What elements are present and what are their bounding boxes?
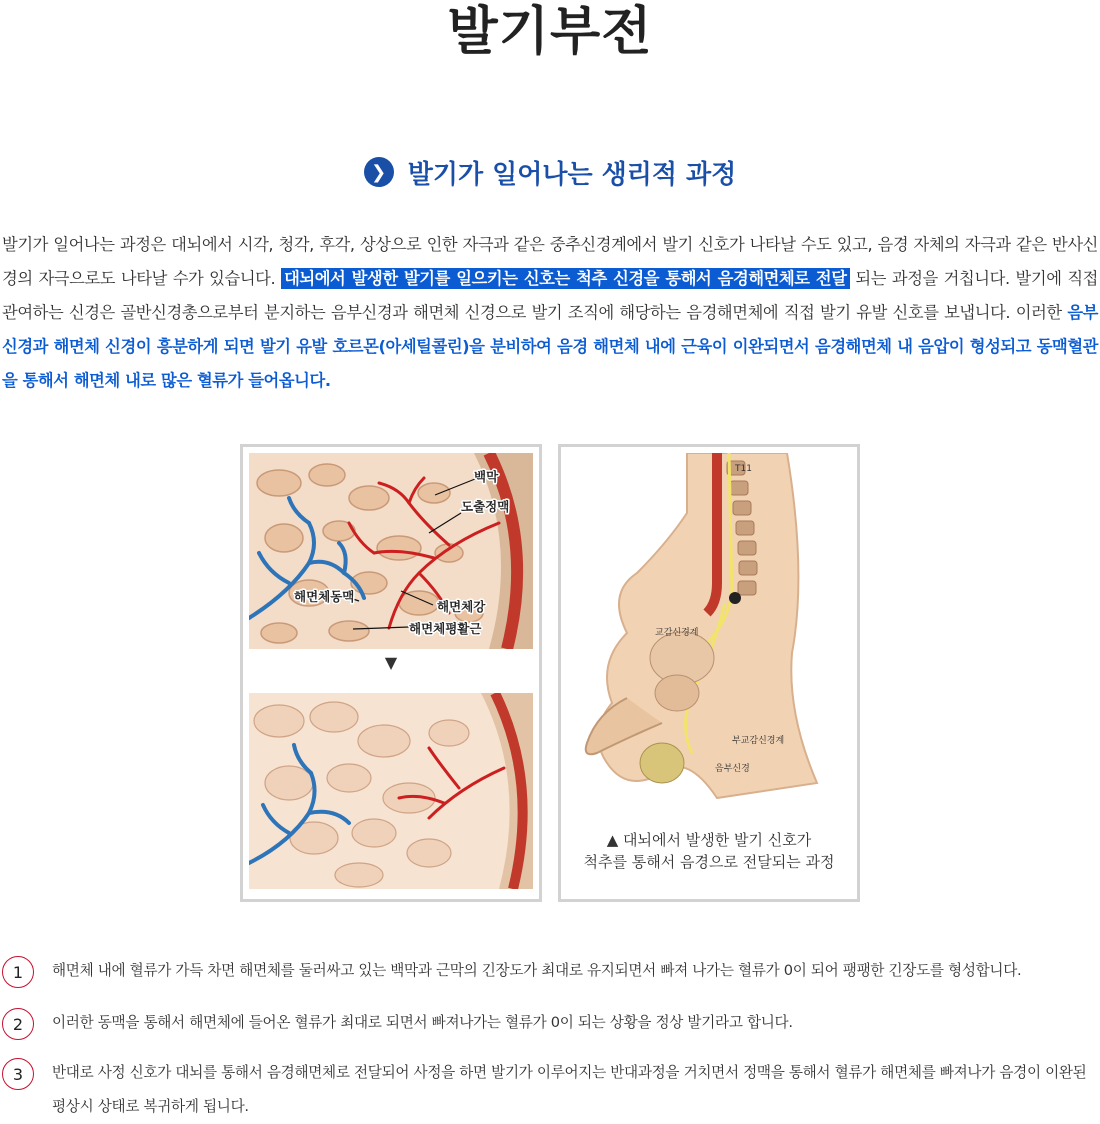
chevron-right-icon: ❯ [364, 157, 394, 187]
label-tunica: 백막 [474, 469, 499, 484]
illustration-flaccid [249, 453, 533, 649]
label-smooth-muscle: 해면체평활근 [409, 621, 482, 636]
label-sympathetic: 교감신경계 [655, 628, 699, 638]
figure-cavernous-tissue [240, 444, 542, 902]
label-pudendal: 음부신경 [715, 764, 750, 774]
intro-highlight: 대뇌에서 발생한 발기를 일으키는 신호는 척추 신경을 통해서 음경해면체로 전달 [281, 268, 850, 289]
label-cavernous-artery: 해면체동맥 [294, 589, 355, 604]
arrow-down-icon: ▼ [384, 653, 398, 672]
illustration-erect [249, 693, 533, 889]
figure-nerve-pathway [558, 444, 860, 902]
label-emissary-vein: 도출정맥 [461, 499, 510, 514]
caption-line-2: 척추를 통해서 음경으로 전달되는 과정 [583, 853, 835, 871]
number-badge: 3 [2, 1058, 34, 1090]
label-vertebra: T11 [735, 464, 752, 474]
intro-text-1: 발기가 일어나는 과정은 대뇌에서 시각, 청각, 후각, 상상으로 인한 자극과 같은 중추신경계에서 발기 신호가 나타날 수도 있고, 음경 자체의 자극과 같은 반사신경의 자극으로도 나타날 수가 있습니다. [2, 235, 1098, 288]
number-badge: 1 [2, 956, 34, 988]
illustration-pelvis [567, 453, 851, 813]
intro-emphasis: 음부신경과 해면체 신경이 흥분하게 되면 발기 유발 호르몬(아세틸콜린)을 분비하여 음경 해면체 내에 근육이 이완되면서 음경해면체 내 음압이 형성되고 동맥혈관을 통해서 해면체 내로 많은 혈류가 들어옵니다. [2, 303, 1098, 390]
caption-line-1: ▲ 대뇌에서 발생한 발기 신호가 [606, 831, 812, 849]
number-badge: 2 [2, 1008, 34, 1040]
section-title: 발기가 일어나는 생리적 과정 [407, 159, 737, 190]
intro-paragraph [2, 228, 1098, 398]
page-title: 발기부전 [447, 2, 653, 62]
section-header [0, 152, 1100, 192]
note-text: 반대로 사정 신호가 대뇌를 통해서 음경해면체로 전달되어 사정을 하면 발기가 이루어지는 반대과정을 거치면서 정맥을 통해서 혈류가 해면체를 빠져나가 음경이 이완된 평상시 상태로 복귀하게 됩니다. [52, 1064, 1087, 1115]
note-text: 해면체 내에 혈류가 가득 차면 해면체를 둘러싸고 있는 백막과 근막의 긴장도가 최대로 유지되면서 빠져 나가는 혈류가 0이 되어 팽팽한 긴장도를 형성합니다. [52, 962, 1022, 979]
note-text: 이러한 동맥을 통해서 해면체에 들어온 혈류가 최대로 되면서 빠져나가는 혈류가 0이 되는 상황을 정상 발기라고 합니다. [52, 1014, 793, 1031]
intro-text-2: 되는 과정을 거칩니다. 발기에 직접 관여하는 신경은 골반신경총으로부터 분지하는 음부신경과 해면체 신경으로 발기 조직에 해당하는 음경해면체에 직접 발기 유발 신호를 보냅니다. 이러한 [2, 269, 1098, 322]
figure-caption [561, 829, 857, 873]
label-cavernous-space: 해면체강 [437, 599, 486, 614]
label-parasympathetic: 부교감신경계 [732, 736, 785, 746]
